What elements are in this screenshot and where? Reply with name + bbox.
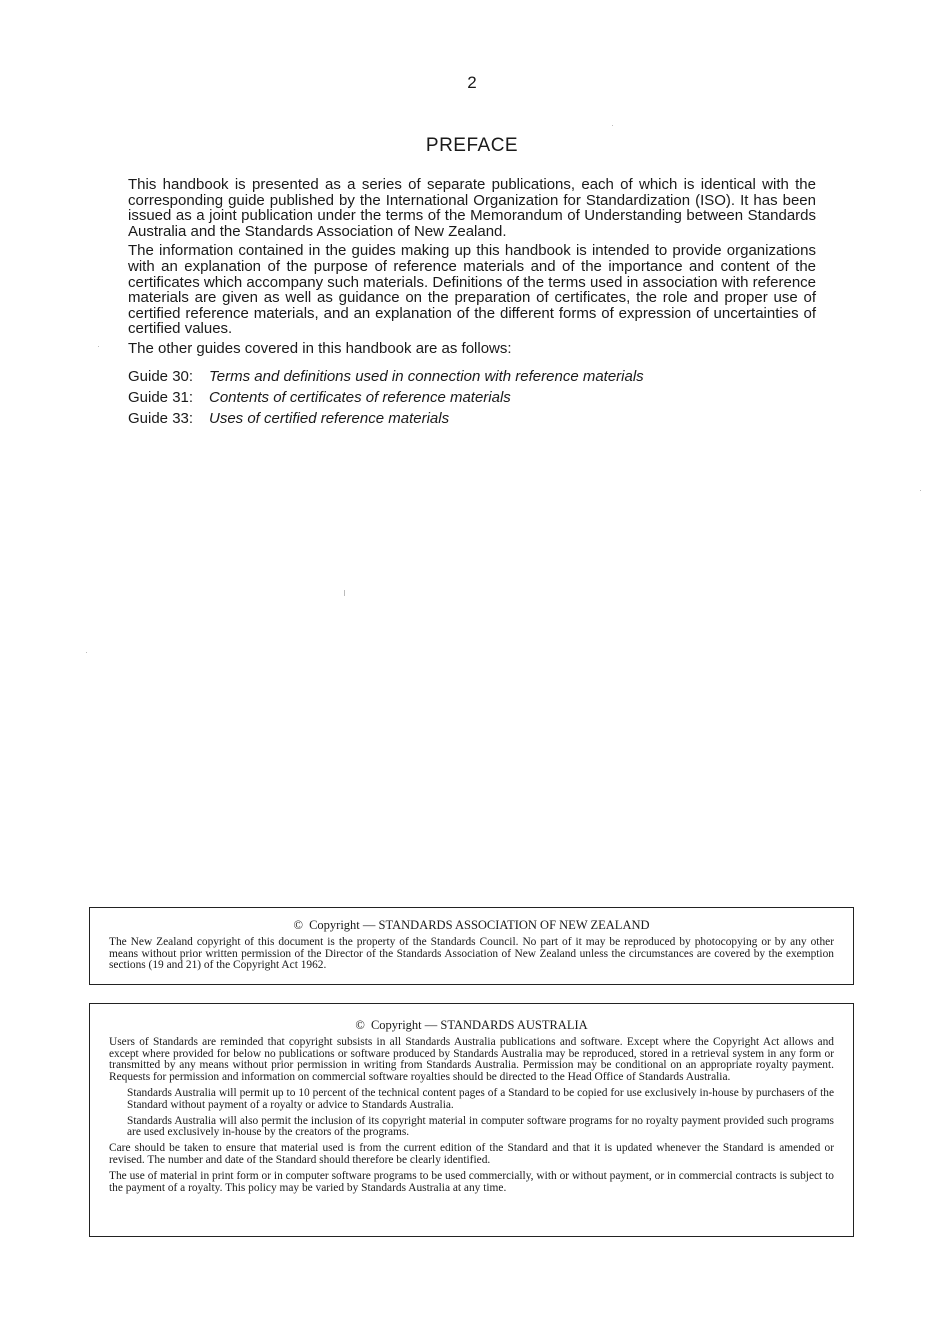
guide-title: Uses of certified reference materials	[209, 410, 450, 427]
copyright-symbol: ©	[355, 1018, 365, 1032]
copyright-nz-text: The New Zealand copyright of this document is the property of the Standards Council. No part of it may be reproduced by photocopying or by any other means without prior written permission of the Director of the Standards Association of New Zealand unless the circumstances are covered by the exemption sections (19 and 21) of the Copyright Act 1962.	[109, 935, 834, 972]
guide-code: Guide 30:	[128, 368, 194, 385]
copyright-au-heading: Copyright — STANDARDS AUSTRALIA	[370, 1018, 588, 1032]
guide-title: Terms and definitions used in connection with reference materials	[209, 368, 644, 385]
copyright-au-paragraph-3: Standards Australia will also permit the inclusion of its copyright material in computer software programs for no royalty payment provided such programs are used exclusively in-house by the creators of the programs.	[127, 1114, 834, 1139]
copyright-symbol: ©	[293, 918, 303, 932]
guide-item	[128, 408, 816, 429]
guide-title: Contents of certificates of reference materials	[209, 389, 511, 406]
preface-paragraph-3: The other guides covered in this handbook are as follows:	[128, 339, 512, 357]
scan-speck	[612, 125, 613, 126]
scan-speck	[920, 490, 921, 491]
copyright-nz-title	[109, 920, 834, 932]
copyright-au-paragraph-4: Care should be taken to ensure that material used is from the current edition of the Standard and that it is updated whenever the Standard is amended or revised. The number and date of the Standard should therefore be clearly identified.	[109, 1142, 834, 1166]
copyright-nz-heading: Copyright — STANDARDS ASSOCIATION OF NEW ZEALAND	[309, 918, 650, 932]
guide-list	[128, 366, 816, 429]
copyright-au-paragraph-2: Standards Australia will permit up to 10 percent of the technical content pages of a Standard to be copied for use exclusively in-house by purchasers of the Standard without payment of a royalty or advice to Standards Australia.	[127, 1086, 834, 1111]
preface-body	[128, 177, 816, 361]
guide-code: Guide 33:	[128, 410, 194, 427]
copyright-box-au	[89, 1003, 854, 1237]
scan-speck	[86, 652, 87, 653]
page-heading: PREFACE	[425, 135, 519, 156]
page-number: 2	[467, 73, 477, 92]
preface-paragraph-2: The information contained in the guides making up this handbook is intended to provide organizations with an explanation of the purpose of reference materials and of the importance and content of the certificates which accompany such materials. Definitions of the terms used in association with reference materials are given as well as guidance on the preparation of certificates, the role and proper use of certified reference materials, and an explanation of the different forms of expression of uncertainties of certified values.	[128, 242, 816, 338]
copyright-box-nz	[89, 907, 854, 985]
scan-speck	[344, 590, 345, 596]
guide-item	[128, 366, 816, 387]
guide-item	[128, 387, 816, 408]
copyright-au-paragraph-5: The use of material in print form or in computer software programs to be used commercially, with or without payment, or in commercial contracts is subject to the payment of a royalty. This policy may be varied by Standards Australia at any time.	[109, 1169, 834, 1194]
guide-code: Guide 31:	[128, 389, 194, 406]
preface-paragraph-1: This handbook is presented as a series of separate publications, each of which is identical with the corresponding guide published by the International Organization for Standardization (ISO). It has been issued as a joint publication under the terms of the Memorandum of Understanding between Standards Australia and the Standards Association of New Zealand.	[128, 176, 816, 240]
copyright-au-paragraph-1: Users of Standards are reminded that copyright subsists in all Standards Australia publications and software. Except where the Copyright Act allows and except where provided for below no publications or software produced by Standards Australia may be reproduced, stored in a retrieval system in any form or transmitted by any means without prior permission in writing from Standards Australia. Permission may be conditional on an appropriate royalty payment. Requests for permission and information on commercial software royalties should be directed to the Head Office of Standards Australia.	[109, 1035, 834, 1084]
copyright-au-title	[109, 1020, 834, 1032]
scan-speck	[98, 346, 99, 347]
